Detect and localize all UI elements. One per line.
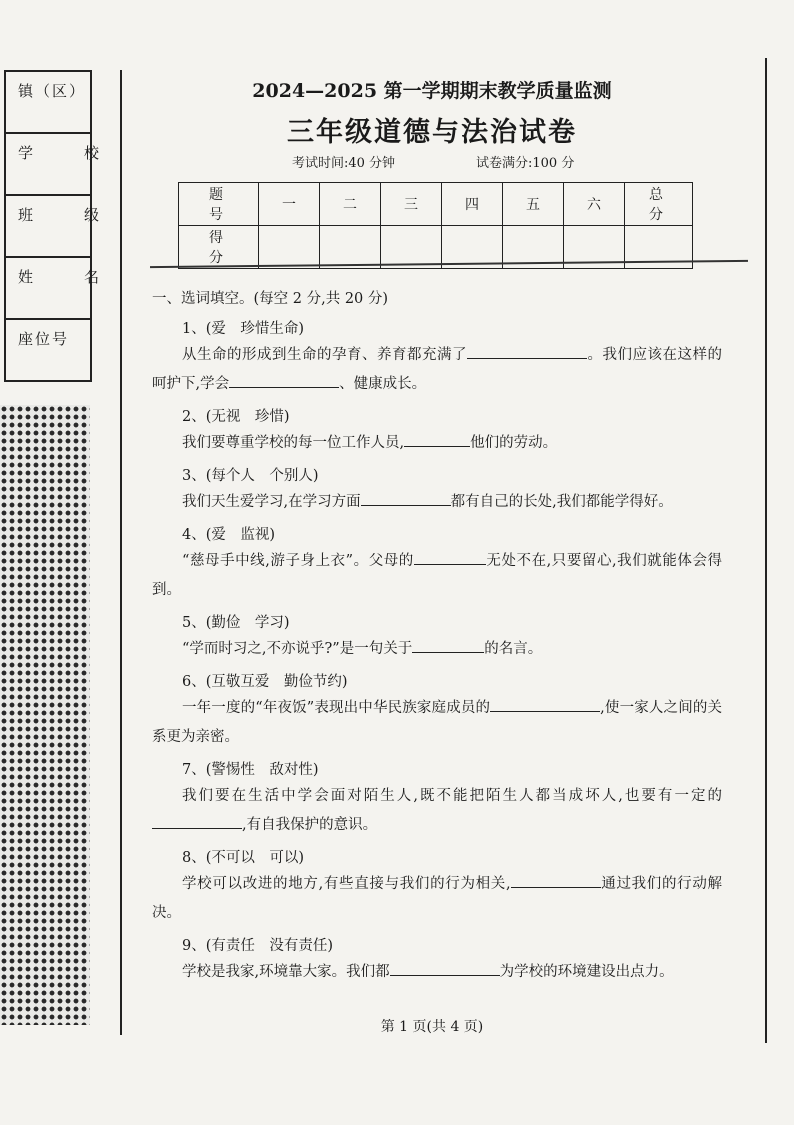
question-options: 4、(爱 监视)	[182, 527, 276, 543]
score-header-cell: 三	[381, 183, 442, 226]
answer-blank[interactable]	[229, 371, 339, 388]
question-options: 9、(有责任 没有责任)	[182, 938, 334, 954]
question-1	[152, 317, 722, 399]
question-text-part: 、健康成长。	[339, 376, 427, 392]
question-4	[152, 523, 722, 605]
exam-time: 考试时间:40 分钟	[292, 156, 396, 171]
question-text-part: “学而时习之,不亦说乎?”是一句关于	[182, 641, 413, 657]
question-text-part: 无处不在,只要留心,我们就能体会得到。	[152, 553, 722, 598]
score-header-cell: 总 分	[625, 183, 693, 226]
score-header-cell: 题 号	[179, 183, 259, 226]
question-8	[152, 846, 722, 928]
question-options: 1、(爱 珍惜生命)	[182, 321, 305, 337]
question-6	[152, 670, 722, 752]
question-text-part: 学校可以改进的地方,有些直接与我们的行为相关,	[182, 876, 511, 892]
exam-full-score: 试卷满分:100 分	[476, 156, 575, 171]
score-header-cell: 五	[503, 183, 564, 226]
question-text-part: 一年一度的“年夜饭”表现出中华民族家庭成员的	[182, 700, 491, 716]
page-number: 第 1 页(共 4 页)	[380, 1019, 484, 1035]
question-text-part: 从生命的形成到生命的孕育、养育都充满了	[182, 347, 467, 363]
question-text-part: 。我们应该在这样的呵护下,学会	[152, 347, 722, 392]
answer-blank[interactable]	[404, 430, 470, 447]
answer-blank[interactable]	[412, 636, 484, 653]
answer-blank[interactable]	[490, 695, 600, 712]
question-text	[152, 694, 722, 752]
score-cell[interactable]	[381, 226, 442, 269]
binding-dot-pattern	[0, 405, 90, 1025]
score-table-header-row	[179, 183, 693, 226]
question-2	[152, 405, 722, 458]
question-text	[152, 547, 722, 605]
question-text-part: 我们要尊重学校的每一位工作人员,	[182, 435, 405, 451]
question-text-part: ,使一家人之间的关系更为亲密。	[152, 700, 722, 745]
question-7	[152, 758, 722, 840]
question-text-part: ,有自我保护的意识。	[242, 817, 378, 833]
binding-field-class	[6, 196, 118, 258]
binding-label: 镇（区）	[18, 82, 87, 100]
question-text-part: 都有自己的长处,我们都能学得好。	[450, 494, 673, 510]
answer-blank[interactable]	[152, 812, 242, 829]
question-text	[152, 488, 722, 517]
question-text	[152, 341, 722, 399]
exam-title: 2024—2025 第一学期期末教学质量监测	[252, 80, 612, 102]
score-header-cell: 六	[564, 183, 625, 226]
question-options: 7、(警惕性 敌对性)	[182, 762, 319, 778]
question-text-part: 学校是我家,环境靠大家。我们都	[182, 964, 390, 980]
question-options: 8、(不可以 可以)	[182, 850, 305, 866]
question-text	[152, 429, 722, 458]
score-row-label: 得 分	[179, 226, 259, 269]
binding-line	[120, 70, 122, 1035]
answer-blank[interactable]	[361, 489, 451, 506]
binding-label: 座位号	[18, 330, 70, 348]
score-header-cell: 四	[442, 183, 503, 226]
binding-field-seat	[6, 320, 90, 382]
score-table	[178, 182, 705, 269]
question-options: 6、(互敬互爱 勤俭节约)	[182, 674, 348, 690]
question-options: 3、(每个人 个别人)	[182, 468, 319, 484]
question-text-part: 通过我们的行动解决。	[152, 876, 723, 921]
question-text-part: 为学校的环境建设出点力。	[499, 964, 674, 980]
score-header-cell: 一	[259, 183, 320, 226]
score-cell[interactable]	[320, 226, 381, 269]
question-text	[152, 635, 722, 664]
question-9	[152, 934, 722, 987]
answer-blank[interactable]	[467, 342, 587, 359]
question-options: 2、(无视 珍惜)	[182, 409, 290, 425]
binding-label: 班 级	[18, 206, 118, 224]
score-header-cell: 二	[320, 183, 381, 226]
question-text	[152, 958, 722, 987]
question-text-part: 的名言。	[484, 641, 543, 657]
answer-blank[interactable]	[414, 548, 486, 565]
question-text-part: 我们要在生活中学会面对陌生人,既不能把陌生人都当成坏人,也要有一定的	[182, 788, 722, 804]
exam-subtitle: 三年级道德与法治试卷	[287, 117, 577, 148]
section-1	[152, 287, 722, 987]
question-5	[152, 611, 722, 664]
question-text	[152, 782, 722, 840]
question-text-part: “慈母手中线,游子身上衣”。父母的	[182, 553, 414, 569]
section-title: 一、选词填空。(每空 2 分,共 20 分)	[152, 291, 389, 307]
question-3	[152, 464, 722, 517]
page-border-right	[765, 58, 767, 1043]
question-text	[152, 870, 722, 928]
binding-field-name	[6, 258, 118, 320]
question-text-part: 我们天生爱学习,在学习方面	[182, 494, 361, 510]
question-options: 5、(勤俭 学习)	[182, 615, 290, 631]
question-text-part: 他们的劳动。	[470, 435, 558, 451]
binding-label: 姓 名	[18, 268, 118, 286]
binding-label: 学 校	[18, 144, 118, 162]
answer-blank[interactable]	[390, 959, 500, 976]
answer-blank[interactable]	[511, 871, 601, 888]
